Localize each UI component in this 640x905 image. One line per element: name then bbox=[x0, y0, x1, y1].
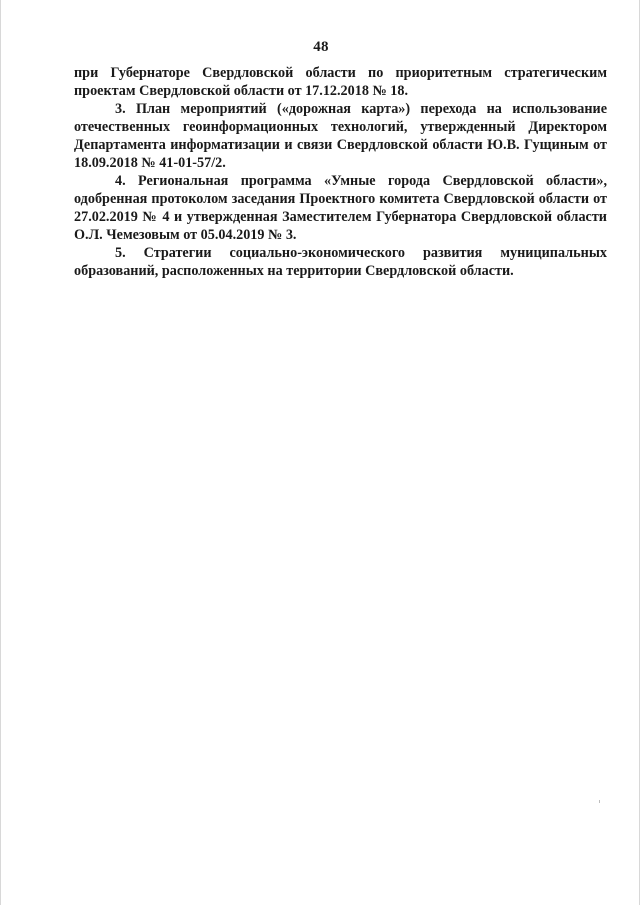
paragraph-item-3: 3. План мероприятий («дорожная карта») перехода на использование отечественных геоинформационных технологий, утвержденный Директором Департамента информатизации и связи Свердловской области Ю.В. Гущиным от 18.09.2018 № 41-01-57/2. bbox=[74, 101, 607, 171]
paragraph-continuation: при Губернаторе Свердловской области по приоритетным стратегическим проектам Свердловской области от 17.12.2018 № 18. bbox=[74, 65, 607, 99]
page-number: 48 bbox=[313, 39, 329, 55]
paragraph-item-4: 4. Региональная программа «Умные города Свердловской области», одобренная протоколом заседания Проектного комитета Свердловской области от 27.02.2019 № 4 и утвержденная Заместителем Губернатора Свердловской области О.Л. Чемезовым от 05.04.2019 № 3. bbox=[74, 173, 607, 243]
paragraph-item-5: 5. Стратегии социально-экономического развития муниципальных образований, расположенных на территории Свердловской области. bbox=[74, 245, 607, 279]
document-body bbox=[74, 64, 607, 280]
scan-artifact bbox=[599, 800, 600, 803]
